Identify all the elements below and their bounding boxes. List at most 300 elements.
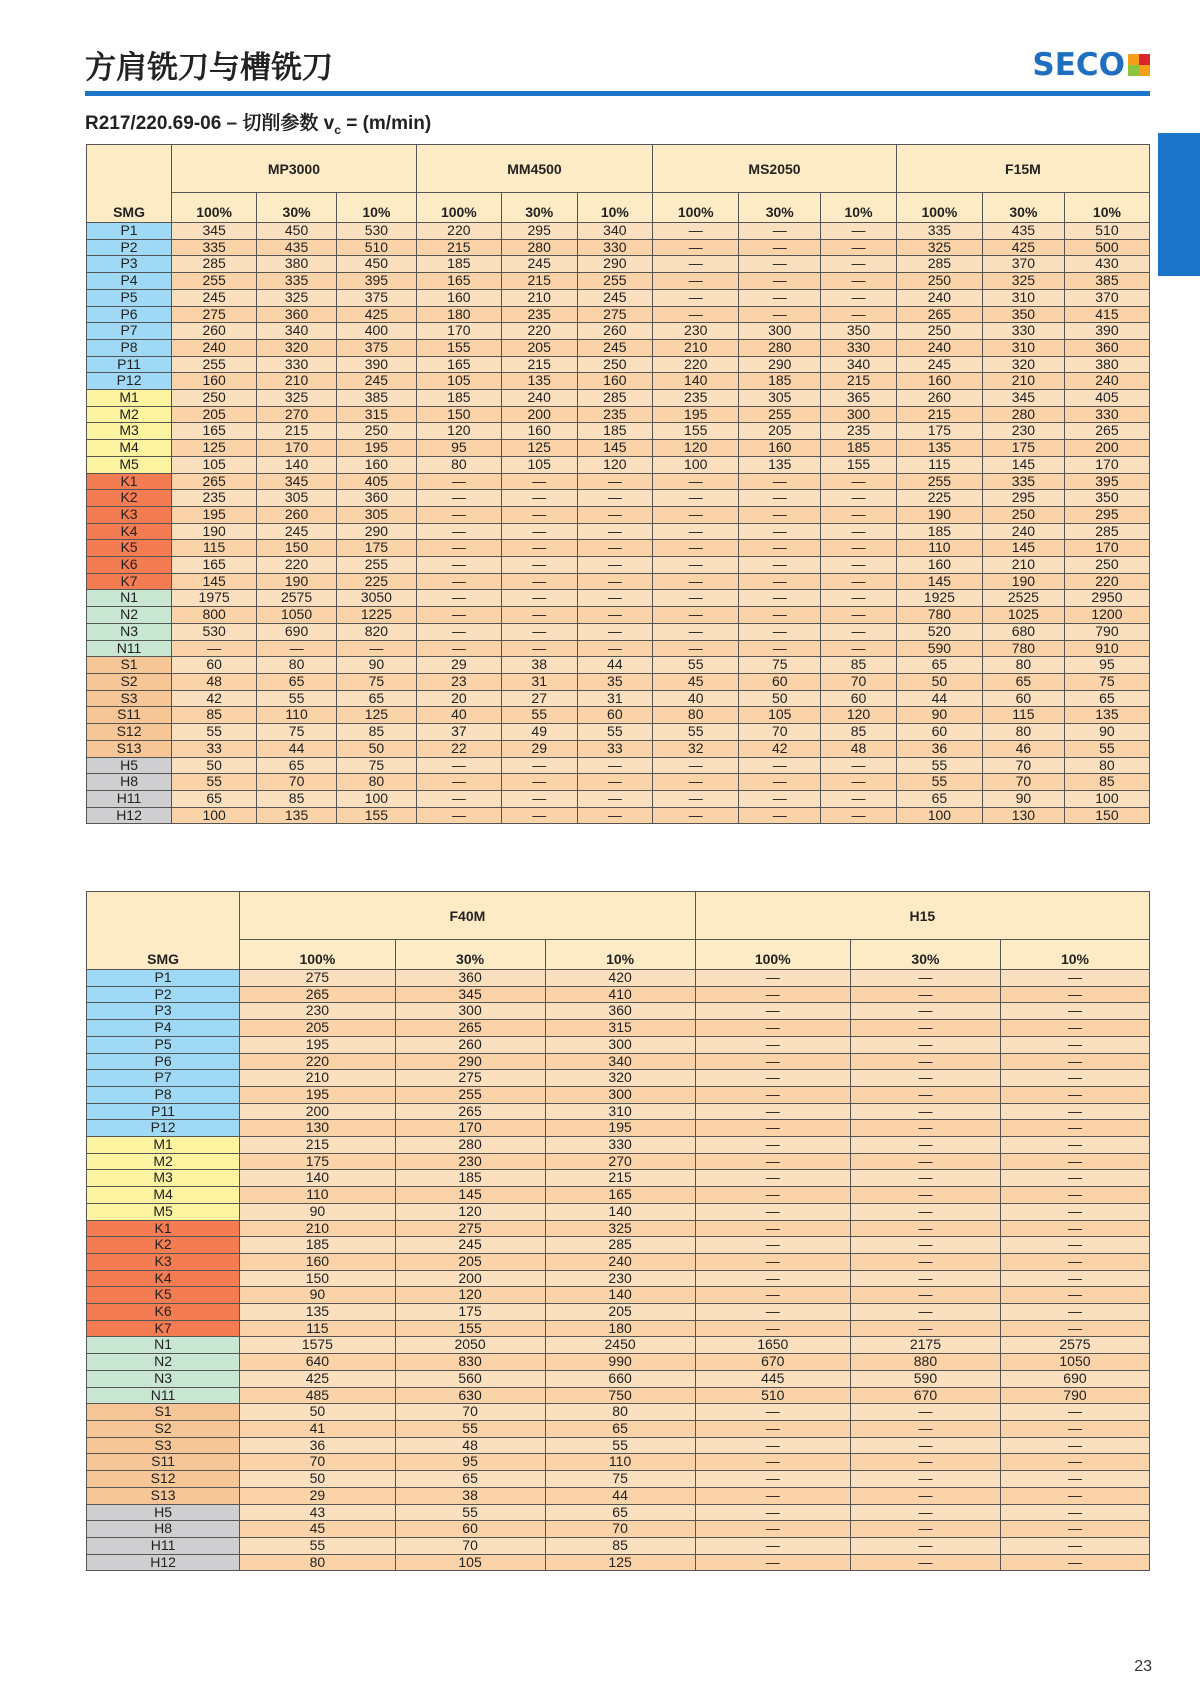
smg-cell: N11 [87,640,172,657]
speed-value-cell: 38 [501,657,577,674]
speed-value-cell: 135 [501,373,577,390]
speed-value-cell: 250 [1064,557,1149,574]
speed-value-cell: 370 [982,256,1064,273]
smg-cell: P1 [87,970,240,987]
speed-value-cell: 350 [982,306,1064,323]
speed-value-cell: 365 [821,390,897,407]
speed-value-cell: 530 [336,223,416,240]
speed-value-cell: — [850,1554,1000,1571]
speed-value-cell: 75 [336,757,416,774]
table-row [87,373,1150,390]
speed-value-cell: 245 [896,356,982,373]
speed-value-cell: 260 [577,323,653,340]
table-row [87,1220,1150,1237]
table-row [87,740,1150,757]
speed-value-cell: 70 [545,1521,695,1538]
speed-value-cell: — [1000,1220,1149,1237]
speed-value-cell: 75 [739,657,821,674]
table-row [87,1086,1150,1103]
speed-value-cell: 100 [1064,790,1149,807]
logo-text: SECO [1032,47,1125,83]
speed-value-cell: 135 [1064,707,1149,724]
speed-value-cell: 55 [395,1504,545,1521]
smg-cell: S2 [87,1420,240,1437]
percent-column-header: 100% [172,193,257,223]
speed-value-cell: 60 [821,690,897,707]
speed-value-cell: 405 [1064,390,1149,407]
speed-value-cell: 235 [821,423,897,440]
table-row [87,490,1150,507]
speed-value-cell: 235 [172,490,257,507]
speed-value-cell: — [821,607,897,624]
speed-value-cell: — [850,1537,1000,1554]
smg-column-header: SMG [87,892,240,970]
speed-value-cell: 220 [416,223,501,240]
speed-value-cell: — [695,970,850,987]
speed-value-cell: — [695,1537,850,1554]
speed-value-cell: 65 [172,790,257,807]
smg-cell: S12 [87,724,172,741]
smg-cell: K3 [87,1253,240,1270]
speed-value-cell: — [501,774,577,791]
speed-value-cell: — [577,774,653,791]
speed-value-cell: — [501,573,577,590]
table-row [87,1504,1150,1521]
speed-value-cell: — [577,506,653,523]
smg-cell: K5 [87,540,172,557]
speed-value-cell: 115 [240,1320,395,1337]
speed-value-cell: 95 [416,440,501,457]
speed-value-cell: 800 [172,607,257,624]
speed-value-cell: 140 [653,373,739,390]
smg-cell: S11 [87,707,172,724]
speed-value-cell: 165 [416,273,501,290]
speed-value-cell: — [821,273,897,290]
speed-value-cell: 195 [172,506,257,523]
page-header [85,38,1150,98]
speed-value-cell: — [739,506,821,523]
speed-value-cell: 425 [982,239,1064,256]
table-row [87,339,1150,356]
speed-value-cell: — [577,557,653,574]
table-row [87,1120,1150,1137]
table-row [87,1354,1150,1371]
speed-value-cell: — [850,1086,1000,1103]
speed-value-cell: — [695,1471,850,1488]
speed-value-cell: 55 [240,1537,395,1554]
speed-value-cell: — [850,1203,1000,1220]
smg-cell: K3 [87,506,172,523]
speed-value-cell: 90 [336,657,416,674]
speed-value-cell: 155 [821,456,897,473]
speed-value-cell: 90 [896,707,982,724]
speed-value-cell: 280 [501,239,577,256]
speed-value-cell: — [1000,1270,1149,1287]
speed-value-cell: 43 [240,1504,395,1521]
smg-cell: S1 [87,657,172,674]
speed-value-cell: — [695,1036,850,1053]
speed-value-cell: 255 [896,473,982,490]
speed-value-cell: 100 [896,807,982,824]
speed-value-cell: — [1000,1471,1149,1488]
table-row [87,657,1150,674]
speed-value-cell: 235 [501,306,577,323]
speed-value-cell: 2050 [395,1337,545,1354]
smg-cell: N2 [87,1354,240,1371]
speed-value-cell: — [1000,1304,1149,1321]
percent-column-header: 100% [695,940,850,970]
speed-value-cell: — [653,473,739,490]
speed-value-cell: — [850,1287,1000,1304]
speed-value-cell: 235 [653,390,739,407]
speed-value-cell: 36 [896,740,982,757]
speed-value-cell: 240 [172,339,257,356]
smg-cell: K4 [87,523,172,540]
speed-value-cell: 185 [395,1170,545,1187]
speed-value-cell: 410 [545,986,695,1003]
speed-value-cell: — [653,540,739,557]
speed-value-cell: — [577,790,653,807]
speed-value-cell: 75 [545,1471,695,1488]
speed-value-cell: — [416,540,501,557]
speed-value-cell: 27 [501,690,577,707]
speed-value-cell: 265 [896,306,982,323]
speed-value-cell: — [850,1420,1000,1437]
speed-value-cell: 1050 [1000,1354,1149,1371]
speed-value-cell: — [695,1003,850,1020]
speed-value-cell: 680 [982,623,1064,640]
speed-value-cell: 140 [545,1203,695,1220]
speed-value-cell: 32 [653,740,739,757]
speed-value-cell: 175 [982,440,1064,457]
speed-value-cell: 155 [395,1320,545,1337]
speed-value-cell: — [695,1220,850,1237]
smg-cell: S1 [87,1404,240,1421]
percent-column-header: 10% [577,193,653,223]
speed-value-cell: — [821,640,897,657]
speed-value-cell: 42 [739,740,821,757]
speed-value-cell: 500 [1064,239,1149,256]
speed-value-cell: 300 [545,1036,695,1053]
speed-value-cell: 55 [172,724,257,741]
speed-value-cell: 385 [336,390,416,407]
speed-value-cell: — [577,473,653,490]
speed-value-cell: — [821,306,897,323]
speed-value-cell: 55 [653,657,739,674]
table-row [87,506,1150,523]
speed-value-cell: — [739,239,821,256]
smg-cell: S12 [87,1471,240,1488]
speed-value-cell: — [850,1187,1000,1204]
speed-value-cell: — [501,790,577,807]
speed-value-cell: 395 [336,273,416,290]
speed-value-cell: — [653,623,739,640]
speed-value-cell: — [1000,1420,1149,1437]
speed-value-cell: 65 [982,673,1064,690]
speed-value-cell: — [821,223,897,240]
smg-cell: N1 [87,590,172,607]
speed-value-cell: 140 [257,456,337,473]
speed-value-cell: 380 [1064,356,1149,373]
speed-value-cell: 55 [257,690,337,707]
speed-value-cell: 165 [172,423,257,440]
speed-value-cell: 240 [896,339,982,356]
speed-value-cell: — [739,607,821,624]
percent-column-header: 30% [850,940,1000,970]
speed-value-cell: 100 [172,807,257,824]
speed-value-cell: — [416,523,501,540]
speed-value-cell: 290 [336,523,416,540]
speed-value-cell: 195 [336,440,416,457]
smg-cell: M5 [87,456,172,473]
speed-value-cell: 340 [257,323,337,340]
speed-value-cell: — [577,573,653,590]
speed-value-cell: 80 [336,774,416,791]
smg-cell: S13 [87,1487,240,1504]
speed-value-cell: — [501,523,577,540]
smg-cell: K2 [87,1237,240,1254]
speed-value-cell: 220 [653,356,739,373]
speed-value-cell: 330 [1064,406,1149,423]
speed-value-cell: 180 [545,1320,695,1337]
speed-value-cell: 145 [982,456,1064,473]
speed-value-cell: 200 [395,1270,545,1287]
speed-value-cell: 260 [257,506,337,523]
speed-value-cell: — [821,289,897,306]
speed-value-cell: 360 [545,1003,695,1020]
speed-value-cell: 285 [172,256,257,273]
logo-square-1 [1128,54,1139,65]
speed-value-cell: 70 [240,1454,395,1471]
speed-value-cell: — [821,506,897,523]
speed-value-cell: — [695,1153,850,1170]
speed-value-cell: — [1000,1487,1149,1504]
seco-logo [1032,48,1150,82]
speed-value-cell: 195 [545,1120,695,1137]
speed-value-cell: — [850,1270,1000,1287]
speed-value-cell: 115 [982,707,1064,724]
section-title-prefix: R217/220.69-06 – 切削参数 v [85,113,335,134]
speed-value-cell: 405 [336,473,416,490]
speed-value-cell: 345 [257,473,337,490]
speed-value-cell: 230 [395,1153,545,1170]
speed-value-cell: 55 [577,724,653,741]
speed-value-cell: — [1000,1053,1149,1070]
speed-value-cell: — [739,640,821,657]
speed-value-cell: 520 [896,623,982,640]
speed-value-cell: 85 [257,790,337,807]
table-row [87,790,1150,807]
speed-value-cell: 390 [336,356,416,373]
speed-value-cell: 60 [172,657,257,674]
speed-value-cell: 445 [695,1370,850,1387]
speed-value-cell: 360 [257,306,337,323]
speed-value-cell: — [172,640,257,657]
speed-value-cell: 295 [982,490,1064,507]
speed-value-cell: — [577,640,653,657]
speed-value-cell: 105 [739,707,821,724]
speed-value-cell: — [1000,1237,1149,1254]
speed-value-cell: — [695,1237,850,1254]
speed-value-cell: — [739,540,821,557]
speed-value-cell: 340 [821,356,897,373]
speed-value-cell: 225 [336,573,416,590]
smg-cell: K1 [87,1220,240,1237]
speed-value-cell: — [1000,1404,1149,1421]
speed-value-cell: — [739,306,821,323]
speed-value-cell: — [850,1153,1000,1170]
speed-value-cell: 1225 [336,607,416,624]
speed-value-cell: 55 [896,774,982,791]
speed-value-cell: 265 [172,473,257,490]
smg-cell: H12 [87,1554,240,1571]
speed-value-cell: 100 [653,456,739,473]
speed-value-cell: 215 [416,239,501,256]
smg-cell: P8 [87,1086,240,1103]
speed-value-cell: 31 [501,673,577,690]
speed-value-cell: 325 [545,1220,695,1237]
speed-value-cell: 80 [240,1554,395,1571]
speed-value-cell: 65 [545,1504,695,1521]
speed-value-cell: — [501,757,577,774]
speed-value-cell: — [416,757,501,774]
speed-value-cell: 255 [172,273,257,290]
speed-value-cell: 310 [982,289,1064,306]
smg-cell: P11 [87,356,172,373]
speed-value-cell: 990 [545,1354,695,1371]
table-row [87,690,1150,707]
speed-value-cell: 350 [821,323,897,340]
speed-value-cell: — [1000,1504,1149,1521]
speed-value-cell: 185 [739,373,821,390]
speed-value-cell: 185 [821,440,897,457]
speed-value-cell: — [416,607,501,624]
speed-value-cell: 205 [240,1020,395,1037]
speed-value-cell: 160 [577,373,653,390]
speed-value-cell: 205 [172,406,257,423]
table-row [87,807,1150,824]
speed-value-cell: 150 [257,540,337,557]
speed-value-cell: — [501,506,577,523]
speed-value-cell: 330 [257,356,337,373]
percent-column-header: 100% [240,940,395,970]
speed-value-cell: 245 [577,339,653,356]
table-row [87,623,1150,640]
section-title-sub: c [334,122,341,137]
speed-value-cell: — [653,273,739,290]
speed-value-cell: 80 [982,724,1064,741]
smg-cell: H5 [87,1504,240,1521]
speed-value-cell: 90 [1064,724,1149,741]
speed-value-cell: 320 [982,356,1064,373]
speed-value-cell: — [416,490,501,507]
speed-value-cell: 390 [1064,323,1149,340]
speed-value-cell: — [695,1504,850,1521]
speed-value-cell: 450 [257,223,337,240]
speed-value-cell: 370 [1064,289,1149,306]
speed-value-cell: — [577,540,653,557]
smg-cell: P7 [87,323,172,340]
speed-value-cell: — [695,1103,850,1120]
speed-value-cell: 330 [545,1137,695,1154]
speed-value-cell: 215 [821,373,897,390]
table-row [87,306,1150,323]
speed-value-cell: 315 [336,406,416,423]
smg-cell: M4 [87,440,172,457]
speed-value-cell: — [695,1287,850,1304]
speed-value-cell: 70 [982,757,1064,774]
table-row [87,1137,1150,1154]
table-row [87,590,1150,607]
speed-value-cell: 255 [395,1086,545,1103]
speed-value-cell: 160 [240,1253,395,1270]
speed-value-cell: 220 [240,1053,395,1070]
speed-value-cell: 210 [257,373,337,390]
smg-cell: P2 [87,239,172,256]
speed-value-cell: 330 [577,239,653,256]
speed-value-cell: 165 [172,557,257,574]
speed-value-cell: — [821,239,897,256]
speed-value-cell: 245 [501,256,577,273]
speed-value-cell: — [653,306,739,323]
speed-value-cell: 135 [240,1304,395,1321]
speed-value-cell: 260 [395,1036,545,1053]
table-row [87,1153,1150,1170]
speed-value-cell: 880 [850,1354,1000,1371]
speed-value-cell: 1200 [1064,607,1149,624]
smg-cell: N11 [87,1387,240,1404]
table-row [87,1036,1150,1053]
speed-value-cell: — [1000,1203,1149,1220]
speed-value-cell: 350 [1064,490,1149,507]
speed-value-cell: — [695,1086,850,1103]
speed-value-cell: — [850,1454,1000,1471]
percent-column-header: 30% [395,940,545,970]
speed-value-cell: — [577,607,653,624]
grade-group-header: H15 [695,892,1149,940]
speed-value-cell: 160 [739,440,821,457]
speed-value-cell: 85 [821,657,897,674]
speed-value-cell: 510 [1064,223,1149,240]
percent-column-header: 100% [416,193,501,223]
header-row-percent [87,940,1150,970]
speed-value-cell: — [1000,1153,1149,1170]
header-row-groups [87,892,1150,940]
speed-value-cell: — [653,289,739,306]
smg-column-header: SMG [87,145,172,223]
speed-value-cell: 55 [395,1420,545,1437]
speed-value-cell: 240 [545,1253,695,1270]
table-row [87,1521,1150,1538]
speed-value-cell: 38 [395,1487,545,1504]
speed-value-cell: 48 [395,1437,545,1454]
speed-value-cell: — [416,790,501,807]
table-row [87,406,1150,423]
speed-value-cell: 250 [982,506,1064,523]
speed-value-cell: — [257,640,337,657]
speed-value-cell: 170 [1064,456,1149,473]
speed-value-cell: 280 [395,1137,545,1154]
speed-value-cell: 830 [395,1354,545,1371]
speed-value-cell: — [695,1137,850,1154]
speed-value-cell: 360 [336,490,416,507]
smg-cell: S3 [87,690,172,707]
speed-value-cell: 400 [336,323,416,340]
speed-value-cell: 220 [257,557,337,574]
speed-value-cell: — [821,790,897,807]
smg-cell: S11 [87,1454,240,1471]
speed-value-cell: — [695,1437,850,1454]
